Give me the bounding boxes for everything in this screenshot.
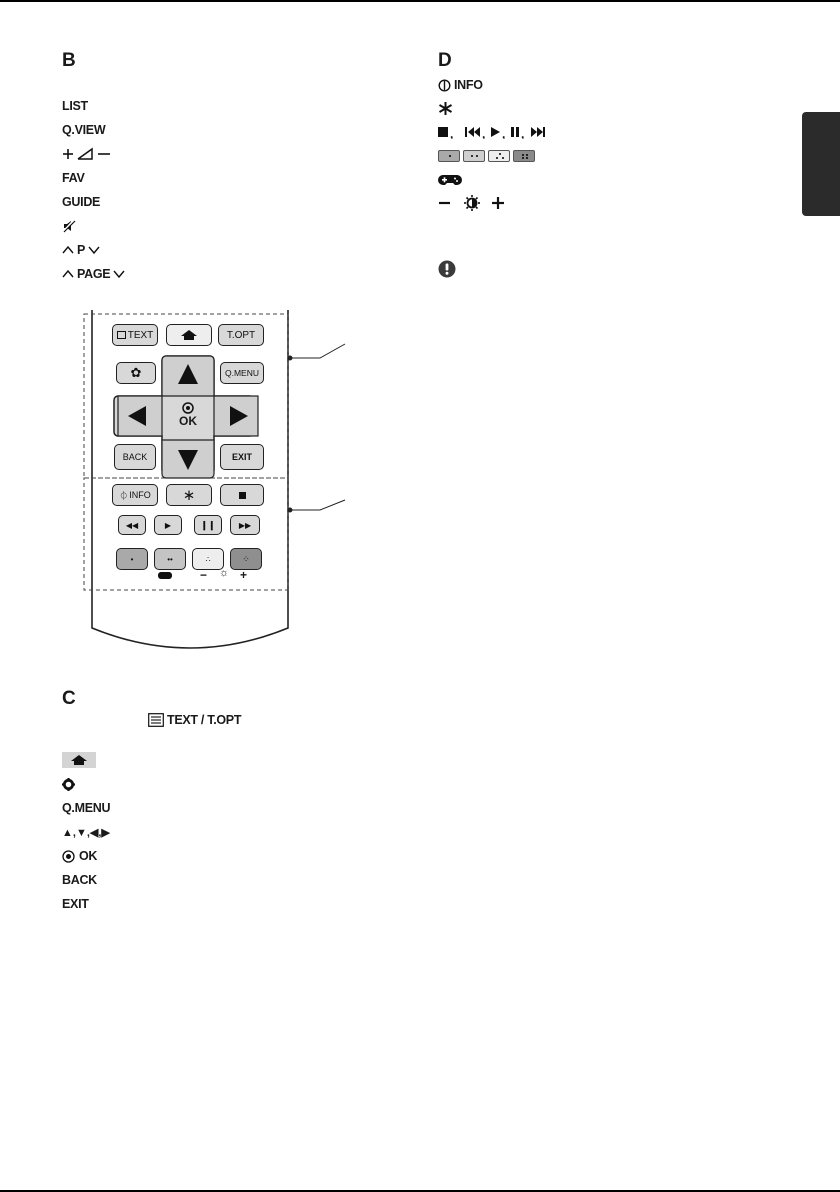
play-icon bbox=[491, 127, 500, 137]
gamepad-icon bbox=[438, 173, 462, 187]
gamepad-icon bbox=[158, 572, 172, 580]
asterisk-icon: ∗ bbox=[182, 487, 196, 504]
exit-label: EXIT bbox=[62, 897, 89, 911]
stop-icon bbox=[438, 127, 448, 137]
info-text: INFO bbox=[454, 78, 483, 92]
text-icon bbox=[117, 331, 126, 339]
pause-icon: ❙❙ bbox=[200, 519, 216, 530]
asterisk-label bbox=[438, 100, 453, 116]
brightness-icon: ☼ bbox=[219, 567, 230, 579]
playback-label bbox=[438, 124, 550, 140]
info-label bbox=[438, 77, 483, 93]
remote-back-button[interactable]: BACK bbox=[114, 444, 156, 470]
rewind-icon bbox=[465, 127, 480, 137]
ok-text: OK bbox=[79, 849, 98, 863]
color-button-2-icon bbox=[463, 150, 485, 162]
settings-label bbox=[62, 776, 75, 792]
svg-text:,: , bbox=[450, 127, 454, 139]
info-icon bbox=[438, 79, 451, 92]
page-text: PAGE bbox=[77, 267, 111, 281]
svg-text:,: , bbox=[502, 127, 506, 139]
section-d-heading: D bbox=[438, 50, 452, 71]
remote-text-button[interactable] bbox=[112, 324, 158, 346]
remote-rewind-button[interactable] bbox=[118, 515, 146, 535]
remote-color-button-3[interactable]: ∴ bbox=[192, 548, 224, 570]
asterisk-icon bbox=[438, 101, 453, 116]
ok-target-icon bbox=[62, 850, 75, 863]
qmenu-label: Q.MENU bbox=[62, 801, 111, 815]
remote-qmenu-button[interactable]: Q.MENU bbox=[220, 362, 264, 384]
arrows-label bbox=[62, 824, 110, 840]
info-icon: ⏀ bbox=[119, 490, 129, 501]
home-label bbox=[62, 752, 96, 768]
remote-asterisk-button[interactable] bbox=[166, 484, 212, 506]
remote-fastforward-button[interactable] bbox=[230, 515, 260, 535]
remote-stop-button[interactable] bbox=[220, 484, 264, 506]
section-c-heading: C bbox=[62, 688, 76, 709]
remote-text-label: TEXT bbox=[127, 329, 154, 341]
arrow-icons: ▲,▼,◀,▶ bbox=[62, 826, 110, 839]
color-buttons-label bbox=[438, 148, 538, 164]
svg-text:,: , bbox=[482, 127, 486, 139]
channel-p-text: P bbox=[77, 243, 86, 257]
remote-exit-button[interactable]: EXIT bbox=[220, 444, 264, 470]
fav-label: FAV bbox=[62, 171, 85, 185]
remote-brightness-minus: − bbox=[200, 568, 208, 582]
svg-text:,: , bbox=[521, 127, 525, 139]
remote-info-label: INFO bbox=[129, 490, 151, 500]
remote-pause-button[interactable] bbox=[194, 515, 222, 535]
remote-color-button-1[interactable]: • bbox=[116, 548, 148, 570]
remote-color-button-2[interactable]: •• bbox=[154, 548, 186, 570]
list-label: LIST bbox=[62, 99, 88, 113]
remote-color-button-4[interactable]: ⁘ bbox=[230, 548, 262, 570]
gear-icon: ✿ bbox=[130, 365, 142, 380]
color-button-1-icon bbox=[438, 150, 460, 162]
play-icon: ▶ bbox=[164, 520, 172, 530]
remote-topt-button[interactable]: T.OPT bbox=[218, 324, 264, 346]
qview-label: Q.VIEW bbox=[62, 123, 106, 137]
gamepad-label bbox=[438, 172, 462, 188]
home-icon bbox=[180, 329, 198, 341]
guide-label: GUIDE bbox=[62, 195, 101, 209]
pause-icon bbox=[511, 127, 519, 137]
remote-ok-label[interactable]: OK bbox=[179, 414, 197, 428]
fast-forward-icon bbox=[531, 127, 545, 137]
stop-icon bbox=[239, 492, 246, 499]
text-topt-label bbox=[148, 712, 241, 728]
remote-home-button[interactable] bbox=[166, 324, 212, 346]
gear-icon bbox=[62, 778, 75, 791]
remote-play-button[interactable] bbox=[154, 515, 182, 535]
section-b-heading: B bbox=[62, 50, 76, 71]
remote-info-button[interactable] bbox=[112, 484, 158, 506]
remote-settings-button[interactable] bbox=[116, 362, 156, 384]
color-button-4-icon bbox=[513, 150, 535, 162]
remote-brightness-plus: + bbox=[240, 568, 248, 582]
fast-forward-icon: ▶▶ bbox=[238, 520, 252, 530]
back-label: BACK bbox=[62, 873, 97, 887]
text-icon bbox=[148, 713, 164, 727]
playback-icons bbox=[438, 125, 550, 139]
rewind-icon: ◀◀ bbox=[125, 520, 139, 530]
caution-icon bbox=[438, 260, 456, 283]
text-topt-text: TEXT / T.OPT bbox=[167, 713, 242, 727]
ok-label bbox=[62, 848, 97, 864]
brightness-icon bbox=[438, 195, 510, 211]
brightness-label bbox=[438, 195, 510, 211]
color-button-3-icon bbox=[488, 150, 510, 162]
home-icon bbox=[62, 752, 96, 768]
